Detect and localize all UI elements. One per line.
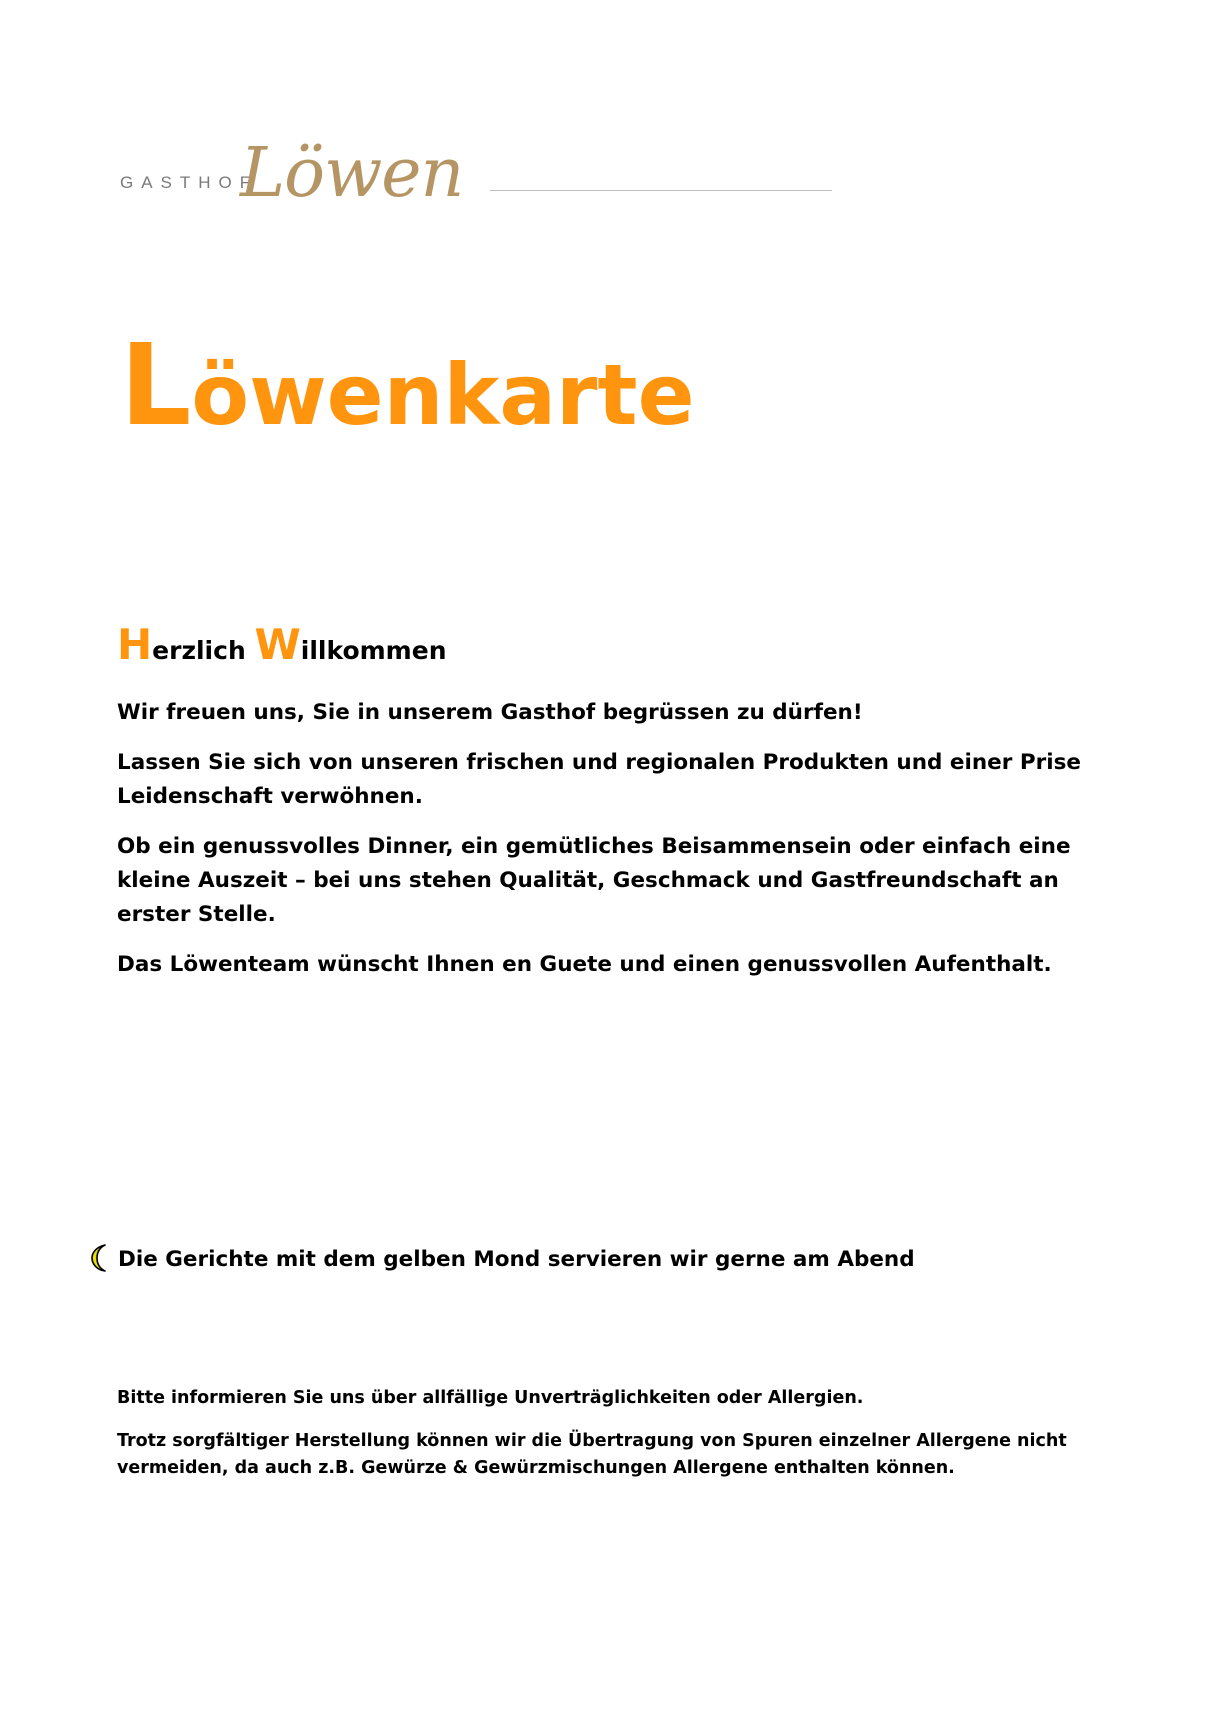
welcome-word1-initial: H bbox=[117, 620, 153, 669]
title-initial: L bbox=[120, 321, 192, 451]
intro-text bbox=[117, 696, 1117, 998]
intro-paragraph: Lassen Sie sich von unseren frischen und regionalen Produkten und einer Prise Leidenschaft verwöhnen. bbox=[117, 750, 1081, 809]
intro-paragraph: Das Löwenteam wünscht Ihnen en Guete und einen genussvollen Aufenthalt. bbox=[117, 952, 1052, 977]
allergy-notice bbox=[117, 1385, 1137, 1498]
welcome-word2-initial: W bbox=[254, 620, 301, 669]
logo-gasthof-text: GASTHOF bbox=[120, 173, 259, 192]
intro-paragraph: Wir freuen uns, Sie in unserem Gasthof begrüssen zu dürfen! bbox=[117, 700, 863, 725]
logo-loewen-script: Löwen bbox=[240, 134, 464, 213]
allergy-paragraph: Trotz sorgfältiger Herstellung können wir die Übertragung von Spuren einzelner Allergene nicht vermeiden, da auch z.B. Gewürze & Gewürzmischungen Allergene enthalten können. bbox=[117, 1431, 1067, 1478]
gasthof-loewen-logo bbox=[120, 134, 820, 248]
welcome-word1-rest: erzlich bbox=[152, 636, 246, 665]
evening-dishes-note bbox=[88, 1243, 915, 1277]
moon-icon bbox=[88, 1243, 114, 1273]
evening-dishes-text: Die Gerichte mit dem gelben Mond servieren wir gerne am Abend bbox=[118, 1247, 915, 1272]
welcome-word2-rest: illkommen bbox=[300, 636, 447, 665]
title-rest: öwenkarte bbox=[191, 346, 695, 444]
allergy-paragraph: Bitte informieren Sie uns über allfällige Unverträglichkeiten oder Allergien. bbox=[117, 1388, 864, 1408]
intro-paragraph: Ob ein genussvolles Dinner, ein gemütliches Beisammensein oder einfach eine kleine Auszeit – bei uns stehen Qualität, Geschmack und Gastfreundschaft an erster Stelle. bbox=[117, 834, 1071, 927]
welcome-heading bbox=[117, 620, 447, 670]
logo-divider-line bbox=[490, 190, 832, 191]
page-title bbox=[120, 321, 695, 451]
